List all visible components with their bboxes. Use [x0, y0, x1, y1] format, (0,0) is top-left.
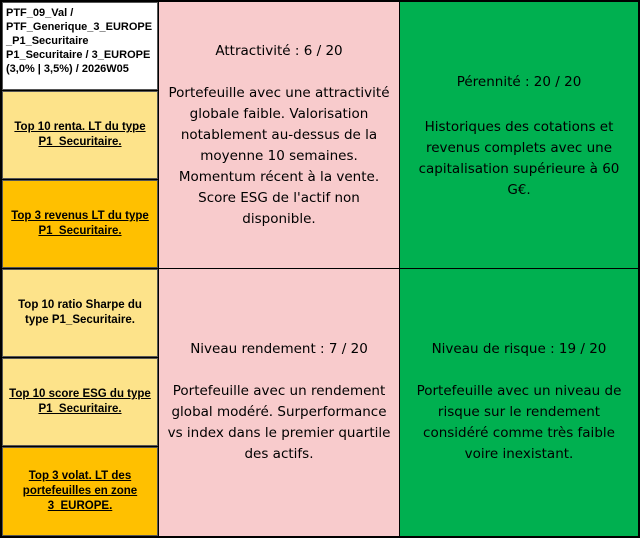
sidebar-item-label: Top 10 renta. LT du type P1_Securitaire. [14, 121, 146, 148]
risque-title: Niveau de risque : 19 / 20 [431, 341, 607, 357]
portfolio-header: PTF_09_Val / PTF_Generique_3_EUROPE _P1_Securitaire P1_Securitaire / 3_EUROPE (3,0% | 3,5%) / 2026W05 [2, 2, 158, 90]
sidebar-item-label: Top 10 score ESG du type P1_Securitaire. [9, 388, 151, 415]
sidebar-item-label: Top 3 revenus LT du type P1_Securitaire. [11, 210, 149, 237]
rendement-body: Portefeuille avec un rendement global modéré. Surperformance vs index dans le premier quartile des actifs. [167, 383, 391, 462]
attractivite-body: Portefeuille avec une attractivité globale faible. Valorisation notablement au-dessus de la moyenne 10 semaines. Momentum récent à la vente. Score ESG de l'actif non disponible. [168, 85, 390, 227]
sidebar-item-top10-renta[interactable] [2, 91, 158, 179]
risque-panel [400, 269, 638, 536]
risque-body: Portefeuille avec un niveau de risque sur le rendement considéré comme très faible voire inexistant. [416, 383, 622, 462]
perennite-body: Historiques des cotations et revenus complets avec une capitalisation supérieure à 60 G€. [418, 119, 620, 198]
sidebar-item-top10-esg[interactable] [2, 358, 158, 446]
rendement-title: Niveau rendement : 7 / 20 [190, 341, 368, 357]
attractivite-title: Attractivité : 6 / 20 [215, 43, 343, 59]
attractivite-panel [159, 2, 399, 268]
sidebar-item-top10-sharpe [2, 269, 158, 357]
sidebar-item-top3-volat[interactable] [2, 447, 158, 536]
sidebar-item-label: Top 10 ratio Sharpe du type P1_Securitaire. [18, 299, 142, 326]
perennite-title: Pérennité : 20 / 20 [456, 74, 582, 90]
sidebar-item-top3-revenus[interactable] [2, 180, 158, 268]
rendement-panel [159, 269, 399, 536]
perennite-panel [400, 2, 638, 268]
sidebar-item-label: Top 3 volat. LT des portefeuilles en zone 3_EUROPE. [22, 470, 138, 512]
